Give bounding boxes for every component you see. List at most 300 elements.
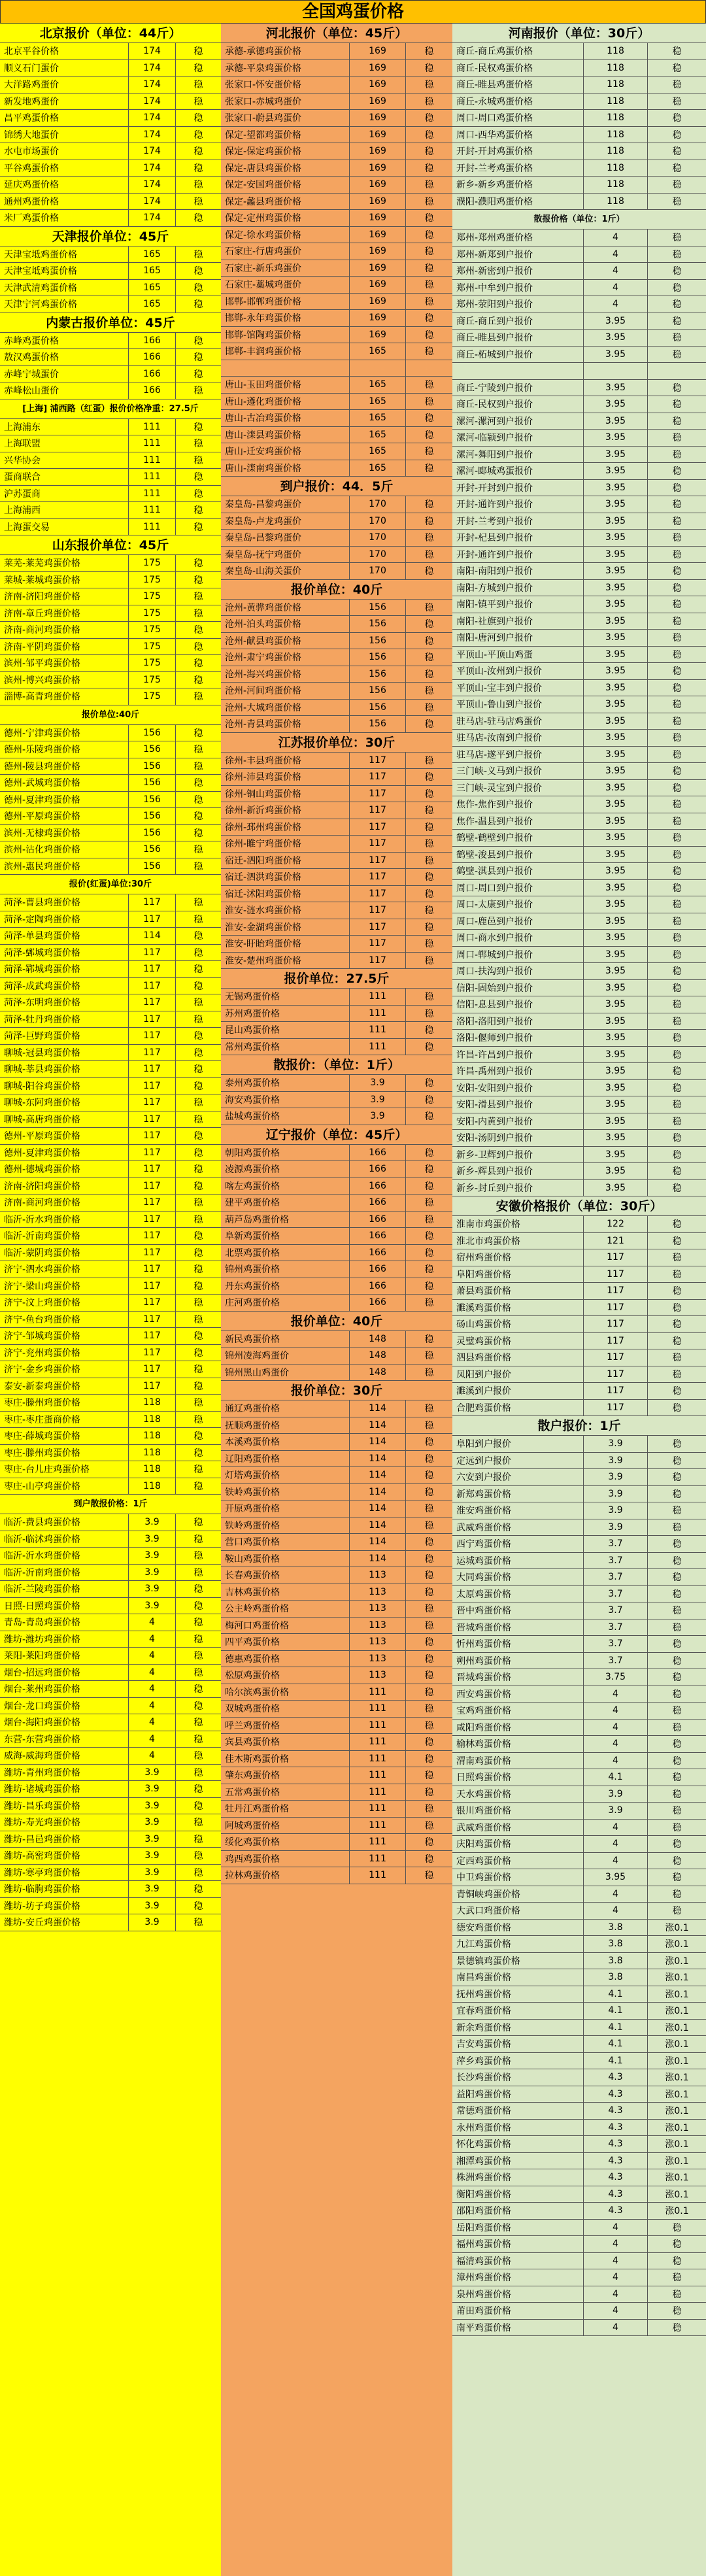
region-name: 潍坊-高密鸡蛋价格: [4, 1851, 81, 1862]
price-value: 3.7: [583, 1586, 647, 1602]
price-row: [452, 1686, 706, 1703]
trend-value: 稳: [647, 2286, 706, 2303]
price-value: 4: [583, 229, 647, 246]
price-value: 117: [349, 869, 405, 885]
trend-value: 稳: [405, 936, 452, 952]
price-value: 156: [128, 792, 175, 808]
region-name: 菏泽-曹县鸡蛋价格: [4, 898, 81, 909]
trend-value: 稳: [405, 1195, 452, 1211]
region-name: 滨州-无棣鸡蛋价格: [4, 828, 81, 839]
trend-value: 稳: [175, 555, 221, 571]
price-value: 3.95: [583, 730, 647, 746]
price-value: 3.95: [583, 580, 647, 596]
price-value: 3.9: [349, 1075, 405, 1091]
region-name: 喀左鸡蛋价格: [225, 1181, 280, 1192]
region-name: 新乡-卫辉到户报价: [456, 1149, 533, 1161]
price-row: [0, 1681, 221, 1698]
price-row: [452, 1886, 706, 1903]
region-name: 武威鸡蛋价格: [456, 1522, 511, 1533]
price-value: 113: [349, 1634, 405, 1650]
trend-value: 稳: [405, 633, 452, 649]
region-name: 聊城-阳谷鸡蛋价格: [4, 1081, 81, 1092]
price-value: 117: [128, 961, 175, 977]
region-name: 铁岭鸡蛋价格: [225, 1487, 280, 1498]
price-value: 156: [128, 758, 175, 775]
price-row: [221, 1500, 452, 1517]
region-name: 鸡西鸡蛋价格: [225, 1854, 280, 1865]
price-row: [452, 1400, 706, 1417]
price-row: [0, 43, 221, 60]
price-value: 117: [128, 1295, 175, 1311]
price-row: [221, 1092, 452, 1109]
price-row: [221, 513, 452, 530]
trend-value: 稳: [175, 1045, 221, 1061]
price-value: 113: [349, 1667, 405, 1684]
price-row: [221, 1651, 452, 1668]
region-name: 抚顺鸡蛋价格: [225, 1420, 280, 1431]
trend-value: 稳: [647, 1180, 706, 1196]
section-header: 报价单位：27.5斤: [221, 969, 452, 989]
price-value: 3.7: [583, 1653, 647, 1669]
price-row: [452, 1619, 706, 1636]
price-row: [221, 1734, 452, 1751]
trend-value: 稳: [175, 349, 221, 365]
trend-value: 稳: [405, 60, 452, 76]
trend-value: 稳: [175, 1665, 221, 1681]
trend-value: 稳: [175, 655, 221, 671]
price-row: [452, 363, 706, 380]
price-row: [452, 1349, 706, 1366]
price-value: 166: [349, 1245, 405, 1261]
price-row: [0, 1781, 221, 1798]
trend-value: 稳: [405, 919, 452, 936]
trend-value: 稳: [175, 1228, 221, 1244]
trend-value: 稳: [175, 1195, 221, 1211]
region-name: 西宁鸡蛋价格: [456, 1539, 511, 1550]
section-header: 河南报价（单位：30斤）: [452, 24, 706, 43]
trend-value: 涨0.1: [647, 2003, 706, 2019]
price-row: [452, 313, 706, 330]
region-name: 吉安鸡蛋价格: [456, 2039, 511, 2050]
region-name: 济南-平阴鸡蛋价格: [4, 641, 81, 652]
price-value: 3.95: [583, 847, 647, 863]
price-value: 4: [583, 1836, 647, 1852]
price-value: 4: [583, 1886, 647, 1903]
section-header: 到户散报价格：1斤: [0, 1495, 221, 1514]
trend-value: 稳: [175, 1261, 221, 1278]
price-row: [221, 160, 452, 177]
price-value: 170: [349, 530, 405, 546]
price-row: [221, 1400, 452, 1417]
price-row: [0, 210, 221, 227]
region-name: 北票鸡蛋价格: [225, 1247, 280, 1259]
price-row: [452, 863, 706, 880]
region-name: 拉林鸡蛋价格: [225, 1871, 280, 1882]
price-row: [0, 1565, 221, 1582]
price-row: [221, 127, 452, 144]
region-name: 延庆鸡蛋价格: [4, 180, 59, 191]
region-name: 大洋路鸡蛋价: [4, 80, 59, 91]
trend-value: 涨0.1: [647, 2120, 706, 2136]
trend-value: 涨0.1: [647, 1920, 706, 1936]
price-row: [452, 2269, 706, 2286]
region-name: 临沂-沂水鸡蛋价格: [4, 1551, 81, 1562]
region-name: 渭南鸡蛋价格: [456, 1755, 511, 1767]
trend-value: 稳: [175, 1245, 221, 1261]
price-value: 4: [128, 1614, 175, 1631]
price-value: 3.9: [128, 1798, 175, 1814]
price-value: 111: [349, 1039, 405, 1055]
region-name: 辽阳鸡蛋价格: [225, 1453, 280, 1465]
region-name: 晋中鸡蛋价格: [456, 1606, 511, 1617]
trend-value: 稳: [647, 347, 706, 363]
trend-value: 稳: [175, 1648, 221, 1664]
region-name: 三门峡-义马到户报价: [456, 766, 543, 777]
price-value: 117: [128, 1078, 175, 1094]
trend-value: 稳: [175, 1598, 221, 1614]
region-name: 临沂-蒙阴鸡蛋价格: [4, 1247, 81, 1259]
price-value: 3.95: [583, 780, 647, 796]
section-header: 散报价：（单位：1斤）: [221, 1055, 452, 1075]
trend-value: 稳: [405, 210, 452, 226]
region-name: 日照-日照鸡蛋价格: [4, 1601, 81, 1612]
region-name: 洛阳-偃师到户报价: [456, 1033, 533, 1044]
region-name: 公主岭鸡蛋价格: [225, 1604, 289, 1615]
price-value: 166: [349, 1212, 405, 1228]
trend-value: 稳: [647, 330, 706, 346]
price-row: [0, 672, 221, 689]
price-row: [221, 1228, 452, 1245]
price-row: [221, 76, 452, 93]
price-value: 114: [349, 1434, 405, 1450]
price-row: [221, 919, 452, 936]
trend-value: 稳: [405, 886, 452, 902]
trend-value: 稳: [405, 177, 452, 193]
trend-value: 稳: [405, 547, 452, 563]
region-name: 菏泽-定陶鸡蛋价格: [4, 914, 81, 925]
region-name: 西安鸡蛋价格: [456, 1689, 511, 1700]
trend-value: 稳: [647, 1453, 706, 1469]
price-value: 117: [128, 1178, 175, 1195]
price-value: 166: [349, 1161, 405, 1178]
trend-value: 稳: [405, 513, 452, 530]
price-row: [0, 1212, 221, 1229]
price-row: [0, 469, 221, 486]
trend-value: 稳: [647, 177, 706, 193]
section-header: 江苏报价单位：30斤: [221, 733, 452, 753]
region-name: 东营-东营鸡蛋价格: [4, 1734, 81, 1745]
price-value: 3.95: [583, 880, 647, 896]
price-value: 175: [128, 588, 175, 605]
price-value: 169: [349, 243, 405, 260]
price-value: 111: [349, 1851, 405, 1867]
price-value: 111: [349, 1818, 405, 1834]
region-name: 九江鸡蛋价格: [456, 1939, 511, 1950]
region-name: 吉林鸡蛋价格: [225, 1587, 280, 1598]
price-value: 117: [128, 1094, 175, 1111]
price-row: [0, 60, 221, 77]
price-row: [0, 1428, 221, 1445]
region-name: 青铜峡鸡蛋价格: [456, 1889, 520, 1900]
price-value: 3.9: [128, 1548, 175, 1564]
trend-value: 稳: [405, 1517, 452, 1534]
price-row: [221, 460, 452, 477]
price-row: [221, 1178, 452, 1195]
price-value: 174: [128, 76, 175, 93]
trend-value: 稳: [175, 1345, 221, 1361]
price-row: [221, 1667, 452, 1684]
price-row: [452, 1820, 706, 1837]
region-name: 济宁-梁山鸡蛋价格: [4, 1281, 81, 1292]
trend-value: 稳: [405, 716, 452, 732]
price-value: 114: [349, 1500, 405, 1517]
trend-value: 稳: [405, 1022, 452, 1038]
region-name: 呼兰鸡蛋价格: [225, 1720, 280, 1731]
price-value: 118: [128, 1428, 175, 1444]
price-row: [452, 1383, 706, 1400]
price-value: 3.9: [583, 1453, 647, 1469]
trend-value: 稳: [405, 1261, 452, 1278]
region-name: 濉溪到户报价: [456, 1386, 511, 1397]
price-value: 3.95: [583, 480, 647, 496]
region-name: 南阳-方城到户报价: [456, 583, 533, 594]
price-value: 3.7: [583, 1569, 647, 1585]
trend-value: 稳: [405, 1751, 452, 1767]
price-row: [452, 2169, 706, 2186]
region-name: 枣庄-薛城鸡蛋价格: [4, 1431, 81, 1442]
trend-value: 稳: [175, 1128, 221, 1144]
price-value: 4: [583, 280, 647, 296]
price-row: [452, 947, 706, 964]
price-value: 3.95: [583, 963, 647, 979]
region-name: 新乡-新乡鸡蛋价格: [456, 180, 533, 191]
trend-value: 稳: [405, 1108, 452, 1125]
price-row: [0, 622, 221, 639]
trend-value: 稳: [405, 836, 452, 852]
price-row: [221, 1108, 452, 1125]
region-name: 平顶山-鲁山到户报价: [456, 700, 543, 711]
trend-value: 稳: [647, 1786, 706, 1803]
price-row: [452, 2286, 706, 2303]
price-row: [221, 563, 452, 580]
price-row: [0, 366, 221, 383]
trend-value: 稳: [405, 76, 452, 93]
price-value: 117: [583, 1349, 647, 1366]
price-value: 175: [128, 572, 175, 588]
price-value: 175: [128, 639, 175, 655]
trend-value: 稳: [405, 853, 452, 869]
trend-value: 稳: [647, 1820, 706, 1836]
price-value: 166: [349, 1178, 405, 1195]
price-value: 111: [349, 1022, 405, 1038]
price-row: [221, 700, 452, 717]
price-row: [0, 246, 221, 263]
trend-value: 稳: [647, 896, 706, 913]
price-row: [0, 1631, 221, 1648]
price-value: 111: [349, 989, 405, 1005]
price-value: 111: [128, 452, 175, 469]
price-row: [221, 530, 452, 547]
trend-value: 稳: [405, 194, 452, 210]
price-row: [452, 2020, 706, 2037]
trend-value: 稳: [405, 460, 452, 477]
trend-value: 稳: [647, 1163, 706, 1179]
price-value: 4.1: [583, 1986, 647, 2003]
region-name: 驻马店-汝南到户报价: [456, 733, 543, 744]
trend-value: 稳: [647, 996, 706, 1013]
price-value: 3.95: [583, 1047, 647, 1063]
price-row: [0, 1648, 221, 1665]
region-name: 潍坊-昌邑鸡蛋价格: [4, 1834, 81, 1845]
trend-value: 稳: [647, 1869, 706, 1886]
trend-value: 稳: [405, 1347, 452, 1364]
trend-value: 稳: [175, 519, 221, 535]
trend-value: 稳: [175, 588, 221, 605]
price-row: [221, 277, 452, 294]
trend-value: 稳: [405, 1212, 452, 1228]
price-row: [452, 1469, 706, 1486]
trend-value: 稳: [647, 1553, 706, 1569]
region-name: 平顶山-平顶山鸡蛋: [456, 649, 533, 660]
region-name: 潍坊-青州鸡蛋价格: [4, 1767, 81, 1778]
region-name: 商丘-民权鸡蛋价格: [456, 63, 533, 74]
price-value: 4.1: [583, 2003, 647, 2019]
price-row: [452, 530, 706, 547]
price-row: [0, 110, 221, 127]
trend-value: 稳: [647, 1349, 706, 1366]
region-name: 商丘-柘城到户报价: [456, 349, 533, 360]
trend-value: 稳: [405, 753, 452, 769]
region-name: 烟台-海阳鸡蛋价格: [4, 1718, 81, 1729]
trend-value: 稳: [647, 76, 706, 93]
trend-value: 稳: [647, 596, 706, 613]
price-row: [0, 435, 221, 452]
trend-value: 稳: [175, 1514, 221, 1531]
region-name: 银川鸡蛋价格: [456, 1806, 511, 1817]
price-row: [221, 989, 452, 1006]
price-row: [221, 1718, 452, 1735]
trend-value: 稳: [647, 1619, 706, 1636]
price-value: 118: [128, 1445, 175, 1461]
price-row: [452, 1013, 706, 1030]
region-name: 三门峡-灵宝到户报价: [456, 783, 543, 794]
region-name: 湘潭鸡蛋价格: [456, 2156, 511, 2167]
price-row: [221, 1434, 452, 1451]
price-value: 118: [583, 143, 647, 160]
price-row: [221, 869, 452, 886]
section-header: 山东报价单位：45斤: [0, 535, 221, 555]
region-name: 保定-唐县鸡蛋价格: [225, 163, 302, 174]
price-value: 3.7: [583, 1636, 647, 1652]
region-name: 烟台-招远鸡蛋价格: [4, 1667, 81, 1678]
price-row: [452, 280, 706, 297]
region-name: 大同鸡蛋价格: [456, 1572, 511, 1584]
price-value: 4.3: [583, 2153, 647, 2169]
region-name: 枣庄-滕州鸡蛋价格: [4, 1398, 81, 1409]
trend-value: 稳: [647, 1283, 706, 1299]
region-name: 济南-商河鸡蛋价格: [4, 1198, 81, 1209]
price-value: 3.8: [583, 1920, 647, 1936]
region-name: 泰州鸡蛋价格: [225, 1078, 280, 1089]
region-name: 宝鸡鸡蛋价格: [456, 1706, 511, 1717]
region-name: 潍坊-坊子鸡蛋价格: [4, 1901, 81, 1912]
trend-value: 稳: [647, 613, 706, 630]
region-name: 株洲鸡蛋价格: [456, 2173, 511, 2184]
price-value: 4.1: [583, 2020, 647, 2036]
price-value: 175: [128, 605, 175, 622]
trend-value: 稳: [175, 366, 221, 382]
price-value: 166: [128, 333, 175, 349]
trend-value: 涨0.1: [647, 2053, 706, 2069]
price-row: [0, 1261, 221, 1278]
price-row: [0, 1278, 221, 1295]
price-value: 117: [128, 978, 175, 994]
price-row: [0, 1831, 221, 1848]
price-value: 156: [349, 666, 405, 683]
price-row: [221, 1517, 452, 1534]
price-value: 169: [349, 43, 405, 59]
trend-value: 稳: [175, 1581, 221, 1597]
price-row: [221, 886, 452, 903]
price-value: 166: [128, 349, 175, 365]
trend-value: 稳: [405, 1701, 452, 1717]
price-row: [452, 713, 706, 730]
trend-value: 稳: [647, 730, 706, 746]
price-value: 156: [349, 633, 405, 649]
region-name: 太原鸡蛋价格: [456, 1589, 511, 1600]
price-value: 166: [349, 1261, 405, 1278]
price-value: 175: [128, 672, 175, 688]
region-name: 天津宁河鸡蛋价格: [4, 299, 77, 311]
price-row: [0, 1665, 221, 1682]
price-row: [0, 1531, 221, 1548]
price-row: [0, 792, 221, 809]
price-value: 3.95: [583, 347, 647, 363]
trend-value: 稳: [175, 808, 221, 824]
trend-value: 稳: [175, 758, 221, 775]
price-row: [452, 1502, 706, 1519]
trend-value: 稳: [175, 672, 221, 688]
section-header: 辽宁报价（单位：45斤）: [221, 1125, 452, 1145]
price-value: 4: [128, 1731, 175, 1748]
price-value: 156: [128, 841, 175, 858]
region-name: 周口-周口鸡蛋价格: [456, 113, 533, 124]
section-header: 散报价格（单位：1斤）: [452, 210, 706, 229]
trend-value: 涨0.1: [647, 2153, 706, 2169]
trend-value: 稳: [647, 2236, 706, 2252]
price-row: [0, 1412, 221, 1429]
price-row: [452, 1969, 706, 1986]
trend-value: 稳: [175, 469, 221, 485]
price-value: 111: [128, 486, 175, 502]
region-name: 晋城鸡蛋价格: [456, 1672, 511, 1684]
trend-value: 稳: [405, 1500, 452, 1517]
price-value: 111: [349, 1751, 405, 1767]
price-value: 3.95: [583, 947, 647, 963]
trend-value: 稳: [405, 1092, 452, 1108]
price-row: [452, 1249, 706, 1266]
price-row: [452, 296, 706, 313]
trend-value: 稳: [175, 1565, 221, 1581]
price-row: [221, 1364, 452, 1381]
price-value: 156: [349, 649, 405, 666]
price-value: 117: [349, 853, 405, 869]
trend-value: 稳: [175, 1278, 221, 1295]
region-name: 济南-济阳鸡蛋价格: [4, 1181, 81, 1192]
region-name: 上海联盟: [4, 439, 41, 450]
region-name: 顺义石门蛋价: [4, 63, 59, 74]
price-row: [0, 382, 221, 399]
